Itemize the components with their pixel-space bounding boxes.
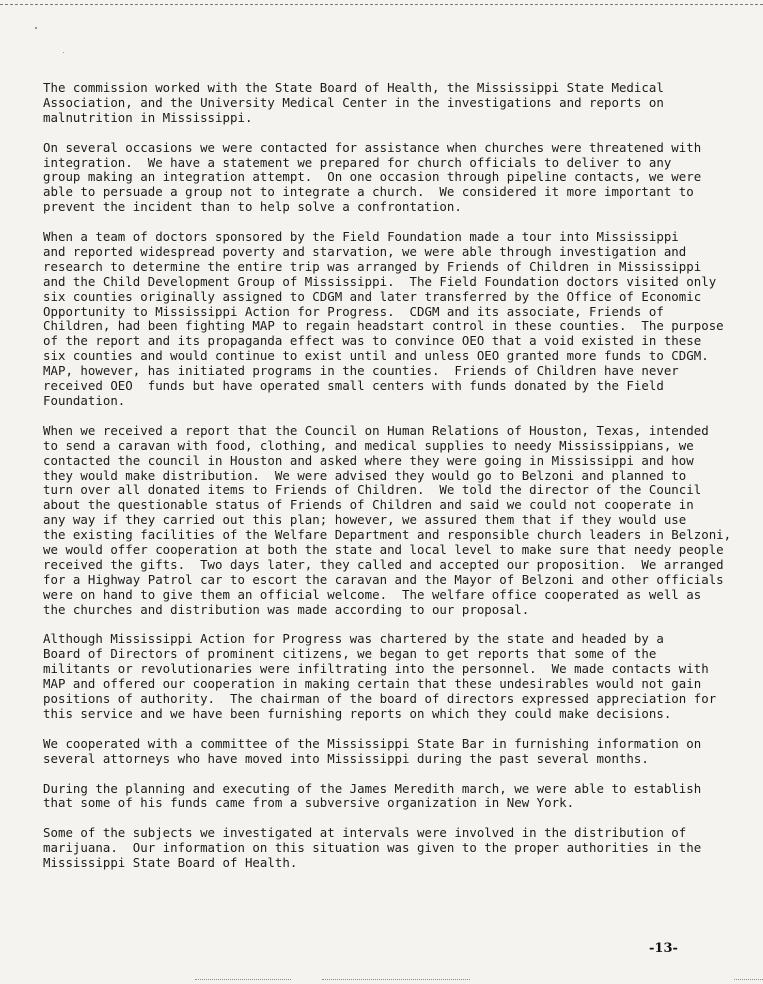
text-line: militants or revolutionaries were infiltrating into the personnel. We made contacts with xyxy=(43,661,709,677)
text-line: were on hand to give them an official welcome. The welfare office cooperated as well as xyxy=(43,586,702,602)
text-line: about the questionable status of Friends of Children and said we could not cooperate in xyxy=(43,497,694,513)
text-line: Association, and the University Medical Center in the investigations and reports on xyxy=(43,94,664,110)
text-line: Board of Directors of prominent citizens, we began to get reports that some of the xyxy=(43,646,657,662)
text-line: the churches and distribution was made according to our proposal. xyxy=(43,601,530,617)
text-line: six counties originally assigned to CDGM and later transferred by the Office of Economic xyxy=(43,288,702,304)
bottom-edge-rule xyxy=(195,979,291,980)
text-line: MAP and offered our cooperation in making certain that these undesirables would not gain xyxy=(43,676,702,692)
text-line: On several occasions we were contacted for assistance when churches were threatened with xyxy=(43,139,702,155)
text-line: that some of his funds came from a subversive organization in New York. xyxy=(43,795,575,811)
text-line: Although Mississippi Action for Progress was chartered by the state and headed by a xyxy=(43,631,664,647)
text-line: the existing facilities of the Welfare Department and responsible church leaders in Belzoni, xyxy=(43,527,732,543)
text-line: six counties and would continue to exist until and unless OEO granted more funds to CDGM. xyxy=(43,348,709,364)
text-line: We cooperated with a committee of the Mississippi State Bar in furnishing information on xyxy=(43,735,702,751)
paragraph xyxy=(43,782,743,812)
text-line: prevent the incident than to help solve a confrontation. xyxy=(43,199,462,215)
text-line: When a team of doctors sponsored by the Field Foundation made a tour into Mississippi xyxy=(43,229,679,245)
text-line: to send a caravan with food, clothing, and medical supplies to needy Mississippians, we xyxy=(43,437,694,453)
text-line: received the gifts. Two days later, they called and accepted our proposition. We arranged xyxy=(43,556,724,572)
text-line: Children, had been fighting MAP to regain headstart control in these counties. The purpose xyxy=(43,318,724,334)
text-line: group making an integration attempt. On one occasion through pipeline contacts, we were xyxy=(43,169,702,185)
text-line: Some of the subjects we investigated at intervals were involved in the distribution of xyxy=(43,825,687,841)
text-line: and the Child Development Group of Mississippi. The Field Foundation doctors visited only xyxy=(43,273,717,289)
paragraph xyxy=(43,826,743,871)
paragraph xyxy=(43,81,743,126)
top-edge-rule xyxy=(0,4,763,5)
text-line: contacted the council in Houston and asked where they were going in Mississippi and how xyxy=(43,452,694,468)
paragraph xyxy=(43,230,743,409)
text-line: research to determine the entire trip was arranged by Friends of Children in Mississippi xyxy=(43,258,702,274)
text-line: When we received a report that the Council on Human Relations of Houston, Texas, intended xyxy=(43,422,709,438)
text-line: The commission worked with the State Board of Health, the Mississippi State Medical xyxy=(43,80,664,95)
paragraph xyxy=(43,632,743,721)
text-line: several attorneys who have moved into Mississippi during the past several months. xyxy=(43,750,649,766)
text-line: this service and we have been furnishing reports on which they could make decisions. xyxy=(43,706,672,721)
paragraph xyxy=(43,737,743,767)
text-line: able to persuade a group not to integrate a church. We considered it more important to xyxy=(43,184,694,200)
scan-speck xyxy=(63,52,64,53)
text-line: marijuana. Our information on this situation was given to the proper authorities in the xyxy=(43,840,702,856)
text-line: they would make distribution. We were advised they would go to Belzoni and planned to xyxy=(43,467,687,483)
paragraph xyxy=(43,424,743,618)
text-line: for a Highway Patrol car to escort the caravan and the Mayor of Belzoni and other officials xyxy=(43,571,724,587)
paragraph xyxy=(43,141,743,216)
text-line: received OEO funds but have operated small centers with funds donated by the Field xyxy=(43,378,664,394)
text-line: MAP, however, has initiated programs in the counties. Friends of Children have never xyxy=(43,363,679,379)
text-line: Mississippi State Board of Health. xyxy=(43,855,298,871)
text-line: integration. We have a statement we prepared for church officials to deliver to any xyxy=(43,154,672,170)
text-line: of the report and its propaganda effect was to convince OEO that a void existed in these xyxy=(43,333,702,349)
text-line: any way if they carried out this plan; however, we assured them that if they would use xyxy=(43,512,687,528)
text-line: Opportunity to Mississippi Action for Progress. CDGM and its associate, Friends of xyxy=(43,303,664,319)
text-line: and reported widespread poverty and starvation, we were able through investigation and xyxy=(43,243,687,259)
text-line: malnutrition in Mississippi. xyxy=(43,109,253,125)
page-number: -13- xyxy=(649,941,678,956)
text-line: we would offer cooperation at both the state and local level to make sure that needy people xyxy=(43,542,724,558)
bottom-edge-rule xyxy=(734,979,763,980)
text-line: Foundation. xyxy=(43,393,126,408)
bottom-edge-rule xyxy=(322,979,470,980)
text-line: positions of authority. The chairman of the board of directors expressed appreciation for xyxy=(43,691,717,707)
page-body xyxy=(43,81,743,886)
text-line: During the planning and executing of the James Meredith march, we were able to establish xyxy=(43,780,702,796)
text-line: turn over all donated items to Friends of Children. We told the director of the Council xyxy=(43,482,702,498)
scan-speck xyxy=(35,27,37,29)
